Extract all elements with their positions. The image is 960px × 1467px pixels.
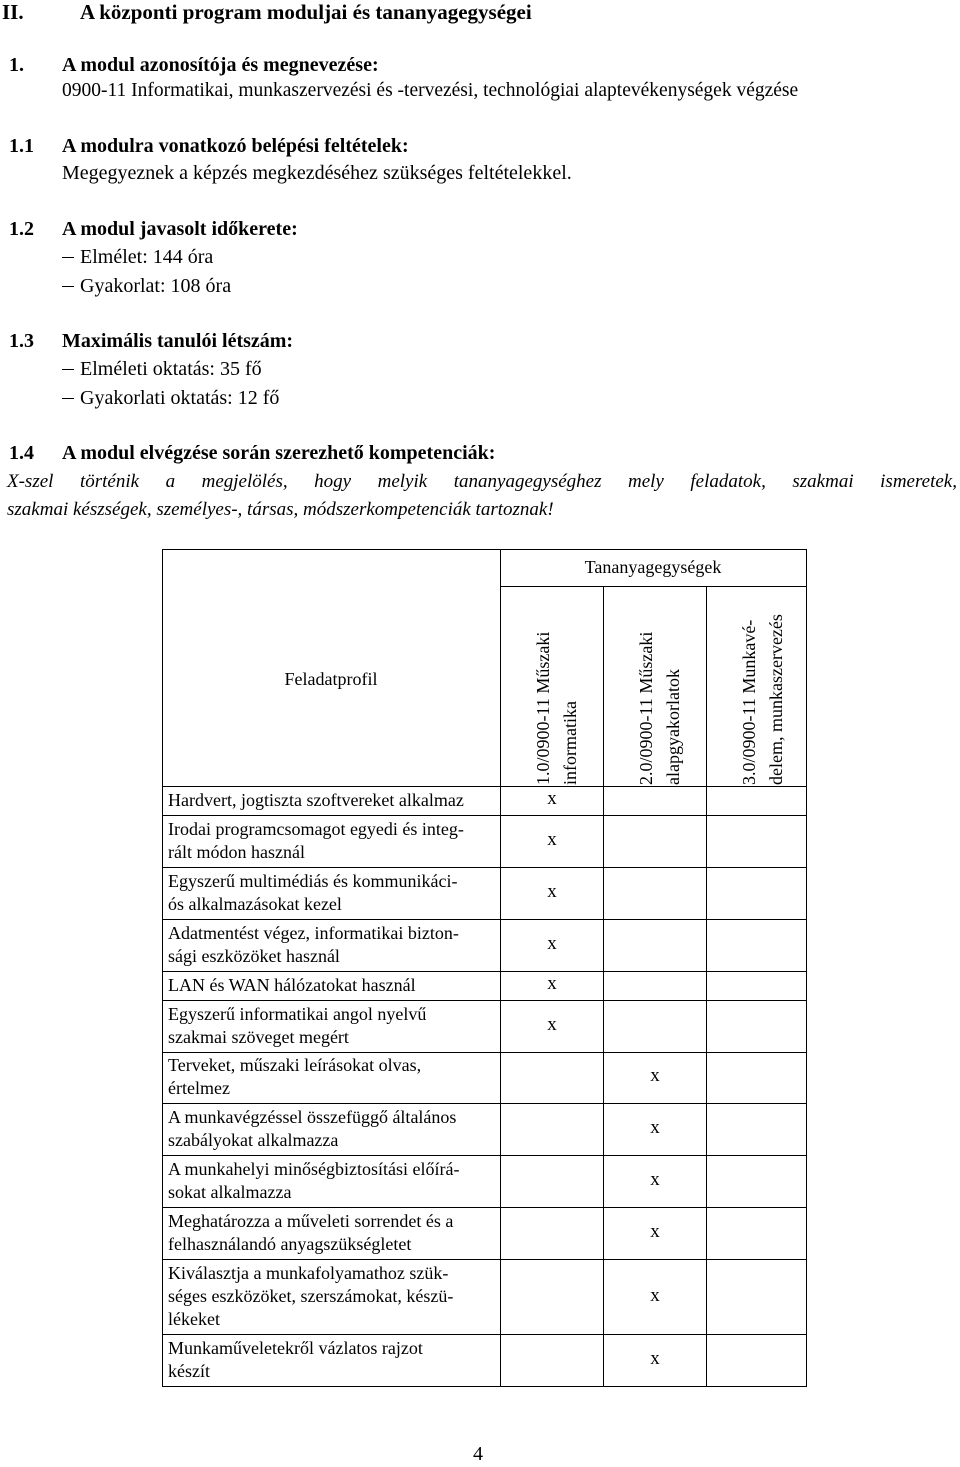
row-divider [162, 971, 807, 972]
column-divider [706, 586, 707, 1387]
sub-1-2-number: 1.2 [9, 218, 34, 240]
column-divider [500, 549, 501, 1387]
task-text: ós alkalmazásokat kezel [168, 894, 342, 914]
task-text: Munkaműveletekről vázlatos rajzot [168, 1338, 423, 1358]
dash-bullet-icon [62, 257, 74, 258]
column-header-3: 3.0/0900-11 Munkavé- delem, munkaszervezés [739, 614, 786, 785]
competency-mark: x [547, 881, 557, 902]
task-text: felhasználandó anyagszükségletet [168, 1234, 412, 1254]
competency-mark: x [650, 1169, 660, 1190]
task-text: Egyszerű informatikai angol nyelvű [168, 1004, 427, 1024]
task-text: lékeket [168, 1309, 220, 1329]
task-text: készít [168, 1361, 210, 1381]
task-text: Kiválasztja a munkafolyamathoz szük- [168, 1263, 449, 1283]
task-text: Egyszerű multimédiás és kommunikáci- [168, 871, 458, 891]
list-item: Gyakorlat: 108 óra [62, 275, 231, 298]
row-divider [162, 1259, 807, 1260]
header-divider [500, 586, 807, 587]
module-heading-number: 1. [9, 54, 24, 76]
row-divider [162, 1334, 807, 1335]
task-text: Hardvert, jogtiszta szoftvereket alkalmaz [168, 790, 464, 810]
sub-1-3-number: 1.3 [9, 330, 34, 352]
row-divider [162, 1052, 807, 1053]
list-item: Gyakorlati oktatás: 12 fő [62, 387, 279, 410]
task-text: Adatmentést végez, informatikai bizton- [168, 923, 459, 943]
section-title: A központi program moduljai és tananyagegységei [80, 0, 532, 24]
competency-table [162, 549, 807, 1387]
column-header-1: 1.0/0900-11 Műszaki informatika [533, 631, 580, 785]
task-text: Meghatározza a műveleti sorrendet és a [168, 1211, 454, 1231]
module-heading: A modul azonosítója és megnevezése: [62, 54, 379, 76]
table-border-top [162, 549, 807, 550]
column-header-2: 2.0/0900-11 Műszaki alapgyakorlatok [636, 631, 683, 785]
sub-1-1-number: 1.1 [9, 135, 34, 157]
task-text: szabályokat alkalmazza [168, 1130, 339, 1150]
list-item: Elméleti oktatás: 35 fő [62, 358, 262, 381]
competency-mark: x [547, 829, 557, 850]
task-text: séges eszközöket, szerszámokat, készü- [168, 1286, 454, 1306]
dash-bullet-icon [62, 398, 74, 399]
task-text: szakmai szöveget megért [168, 1027, 349, 1047]
task-text: LAN és WAN hálózatokat használ [168, 975, 416, 995]
task-text: sokat alkalmazza [168, 1182, 292, 1202]
sub-1-1-text: Megegyeznek a képzés megkezdéséhez szükséges feltételekkel. [62, 162, 572, 184]
row-divider [162, 1103, 807, 1104]
row-divider [162, 1207, 807, 1208]
section-number: II. [2, 0, 24, 24]
row-divider [162, 1000, 807, 1001]
sub-1-4-line2: szakmai készségek, személyes-, társas, módszerkompetenciák tartoznak! [7, 499, 554, 520]
list-item: Elmélet: 144 óra [62, 246, 213, 269]
row-divider [162, 815, 807, 816]
sub-1-1-heading: A modulra vonatkozó belépési feltételek: [62, 135, 409, 157]
sub-1-4-heading: A modul elvégzése során szerezhető kompetenciák: [62, 442, 496, 464]
row-divider [162, 1155, 807, 1156]
competency-mark: x [650, 1065, 660, 1086]
sub-1-3-heading: Maximális tanulói létszám: [62, 330, 294, 352]
competency-mark: x [650, 1117, 660, 1138]
competency-mark: x [650, 1348, 660, 1369]
task-text: Terveket, műszaki leírásokat olvas, [168, 1055, 422, 1075]
row-divider [162, 919, 807, 920]
sub-1-4-number: 1.4 [9, 442, 34, 464]
competency-mark: x [650, 1285, 660, 1306]
task-text: Irodai programcsomagot egyedi és integ- [168, 819, 464, 839]
competency-mark: x [547, 788, 557, 809]
task-text: rált módon használ [168, 842, 305, 862]
competency-mark: x [547, 973, 557, 994]
task-text: sági eszközöket használ [168, 946, 340, 966]
group-header: Tananyagegységek [584, 557, 722, 577]
row-header: Feladatprofil [284, 669, 378, 689]
task-text: A munkavégzéssel összefüggő általános [168, 1107, 457, 1127]
dash-bullet-icon [62, 369, 74, 370]
sub-1-4-line1: X-szel történik a megjelölés, hogy melyik tananyagegységhez mely feladatok, szakmai ismeretek, [7, 471, 957, 492]
task-text: értelmez [168, 1078, 230, 1098]
column-divider [603, 586, 604, 1387]
competency-mark: x [547, 1014, 557, 1035]
competency-mark: x [547, 933, 557, 954]
page-number: 4 [473, 1443, 483, 1465]
table-border-right [806, 549, 807, 1387]
module-name: 0900-11 Informatikai, munkaszervezési és -tervezési, technológiai alaptevékenységek végzése [62, 80, 799, 101]
dash-bullet-icon [62, 286, 74, 287]
competency-mark: x [650, 1221, 660, 1242]
table-border-bottom [162, 1386, 807, 1387]
header-bottom-divider [162, 786, 807, 787]
task-text: A munkahelyi minőségbiztosítási előírá- [168, 1159, 460, 1179]
sub-1-2-heading: A modul javasolt időkerete: [62, 218, 298, 240]
row-divider [162, 867, 807, 868]
